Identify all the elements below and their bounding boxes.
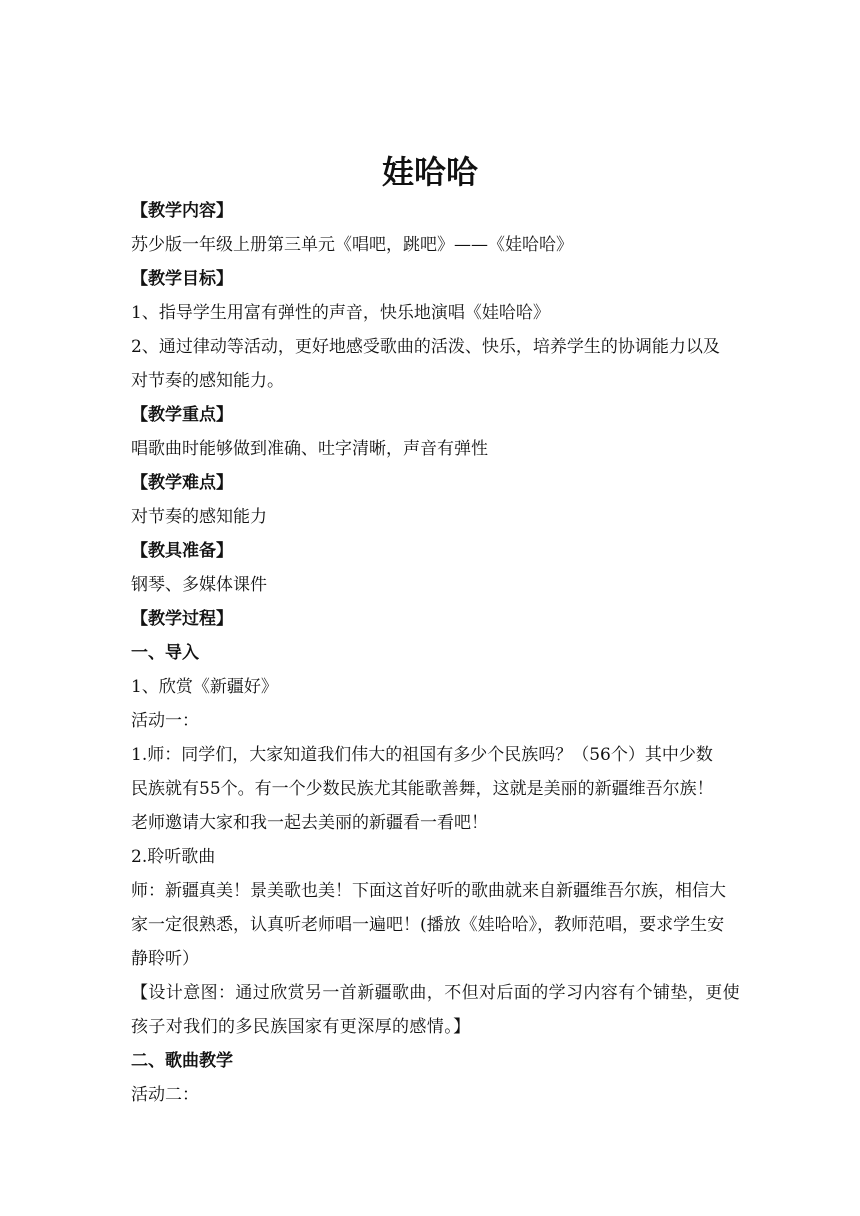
paragraph-line: 活动一： — [131, 711, 199, 731]
design-intent-line: 孩子对我们的多民族国家有更深厚的感情。】 — [131, 1017, 471, 1037]
paragraph-line: 活动二： — [131, 1085, 199, 1105]
paragraph-line: 2、通过律动等活动，更好地感受歌曲的活泼、快乐，培养学生的协调能力以及 — [131, 337, 720, 357]
paragraph-line: 2.聆听歌曲 — [131, 847, 216, 867]
paragraph-line: 老师邀请大家和我一起去美丽的新疆看一看吧！ — [131, 813, 488, 833]
subheading-song-teaching: 二、歌曲教学 — [131, 1051, 233, 1071]
paragraph-line: 师：新疆真美！景美歌也美！下面这首好听的歌曲就来自新疆维吾尔族，相信大 — [131, 881, 726, 901]
paragraph-line: 苏少版一年级上册第三单元《唱吧，跳吧》——《娃哈哈》 — [131, 235, 573, 255]
paragraph-line: 唱歌曲时能够做到准确、吐字清晰，声音有弹性 — [131, 439, 488, 459]
paragraph-line: 对节奏的感知能力 — [131, 507, 267, 527]
paragraph-line: 民族就有55个。有一个少数民族尤其能歌善舞，这就是美丽的新疆维吾尔族！ — [131, 779, 714, 799]
section-heading-difficulties: 【教学难点】 — [131, 473, 233, 493]
paragraph-line: 静聆听） — [131, 949, 199, 969]
document-title: 娃哈哈 — [381, 153, 478, 191]
section-heading-content: 【教学内容】 — [131, 201, 233, 221]
paragraph-line: 1、指导学生用富有弹性的声音，快乐地演唱《娃哈哈》 — [131, 303, 550, 323]
design-intent-line: 【设计意图：通过欣赏另一首新疆歌曲，不但对后面的学习内容有个铺垫，更使 — [131, 983, 740, 1003]
subheading-introduction: 一、导入 — [131, 643, 199, 663]
section-heading-objectives: 【教学目标】 — [131, 269, 233, 289]
paragraph-line: 对节奏的感知能力。 — [131, 371, 284, 391]
section-heading-process: 【教学过程】 — [131, 609, 233, 629]
paragraph-line: 1.师：同学们，大家知道我们伟大的祖国有多少个民族吗？（56个）其中少数 — [131, 745, 713, 765]
section-heading-key-points: 【教学重点】 — [131, 405, 233, 425]
section-heading-materials: 【教具准备】 — [131, 541, 233, 561]
paragraph-line: 1、欣赏《新疆好》 — [131, 677, 278, 697]
paragraph-line: 钢琴、多媒体课件 — [131, 575, 267, 595]
paragraph-line: 家一定很熟悉，认真听老师唱一遍吧！(播放《娃哈哈》，教师范唱，要求学生安 — [131, 915, 725, 935]
